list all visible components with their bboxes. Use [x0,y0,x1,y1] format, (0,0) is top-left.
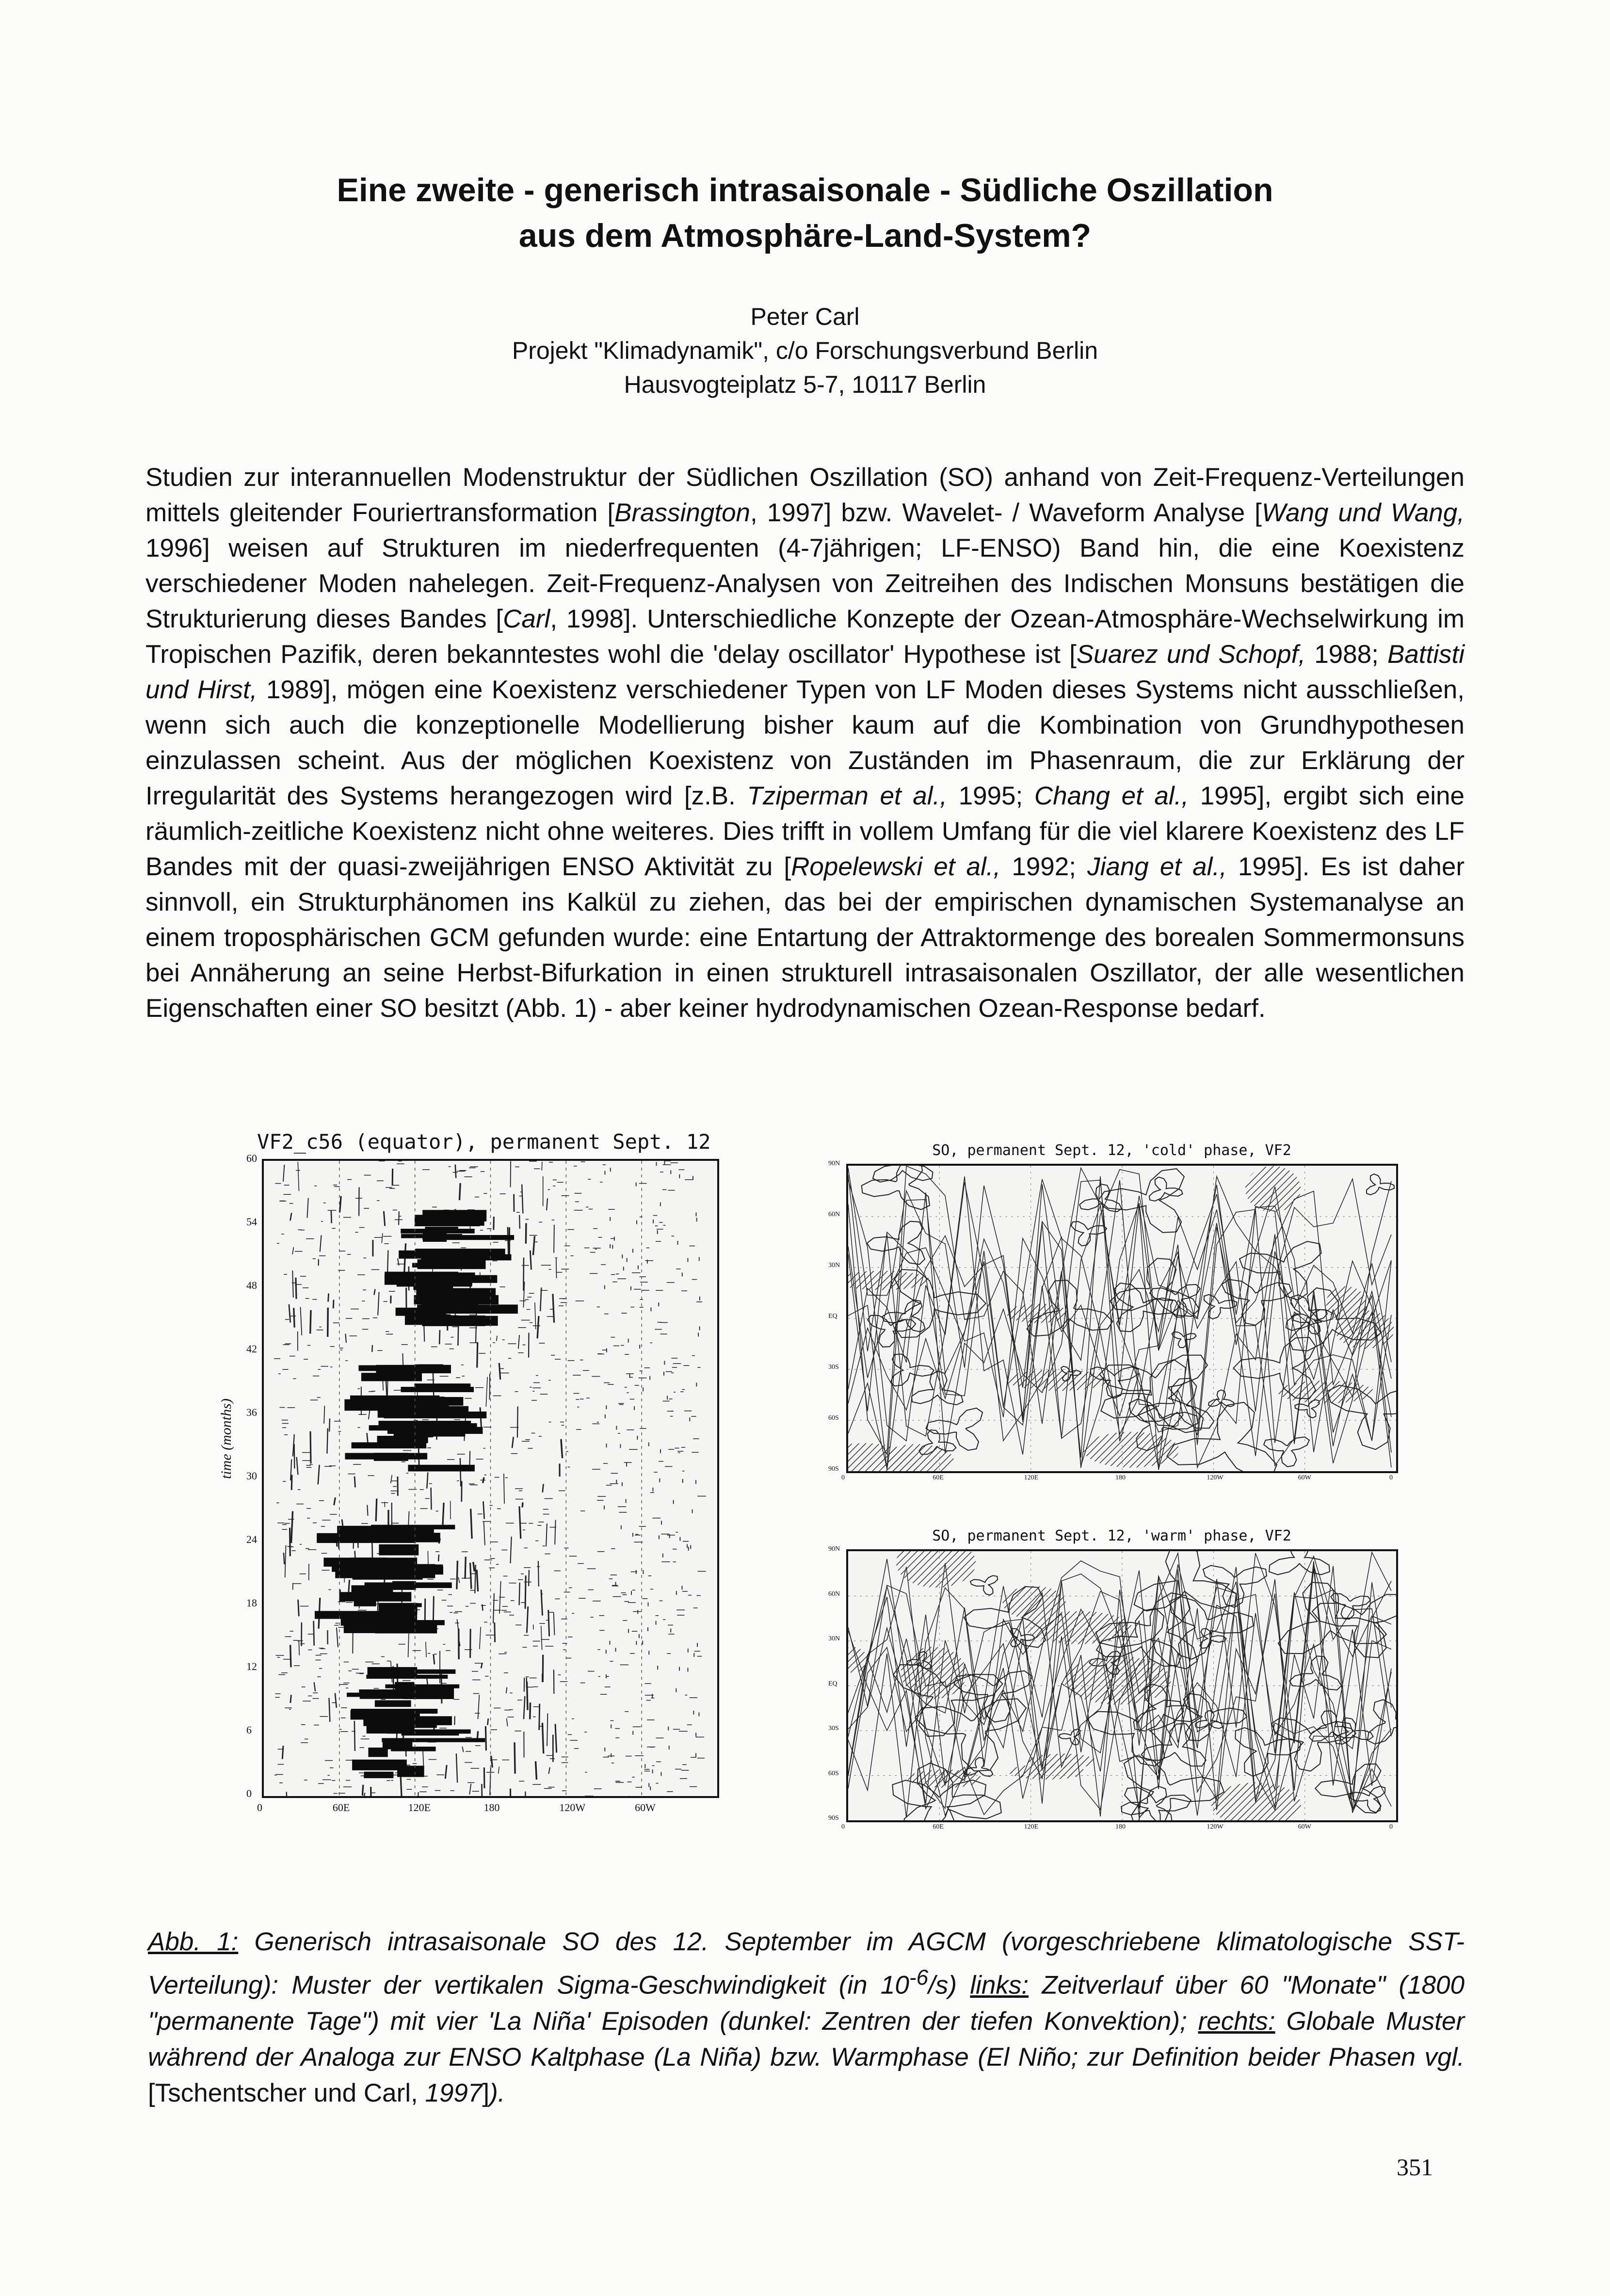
hov-convection-episodes [315,1210,518,1778]
abstract-segment: 1992; [1000,852,1088,881]
abstract-segment: 1996] weisen auf Strukturen im niederfrequenten (4-7jährigen; LF-ENSO) Band hin, die eine Koexistenz verschiedener Moden nahelegen. Zeit-Frequenz-Analysen von Zeitreihen des Indischen Monsuns bestätigen die Strukturierung dieses Bandes [ [145,534,1465,633]
caption-segment: [Tschentscher und Carl, [148,2078,425,2107]
map-lat-tick: 60S [828,1414,839,1422]
hov-ytick: 36 [246,1406,257,1418]
hov-ytick: 48 [246,1279,257,1291]
fig-left-panel [262,1159,719,1798]
map-lat-tick: 60N [828,1590,840,1598]
hov-ytick: 60 [246,1152,257,1164]
caption-segment: Globale Muster während der Analoga zur ENSO Kaltphase (La Niña) bzw. Warmphase (El Niño; zur Definition beider Phasen vgl. [148,2007,1465,2071]
hov-ytick: 42 [246,1343,257,1355]
hov-xtick: 180 [483,1801,500,1814]
map-lat-tick: 90S [828,1465,839,1473]
map-lat-tick: 90N [828,1160,840,1167]
paper-title [145,167,1465,258]
hov-xtick: 60W [635,1801,656,1814]
map-lon-tick: 60W [1298,1823,1311,1830]
caption-segment: Generisch intrasaisonale SO des 12. September im AGCM (vorgeschriebene klimatologische SST-Verteilung): Muster der vertikalen Sigma-Geschwindigkeit (in 10 [148,1927,1465,2000]
map-lon-tick: 60E [933,1474,944,1481]
abstract-segment: Battisti und Hirst, [145,640,1465,704]
figure-map-warm-phase [824,1527,1399,1843]
hov-ytick: 6 [246,1724,252,1736]
abstract-segment: Suarez und Schopf, [1076,640,1306,669]
hov-ytick: 54 [246,1216,257,1228]
caption-segment: Zeitverlauf über 60 "Monate" (1800 "permanente Tage") mit vier 'La Niña' Episoden (dunkel: Zentren der tiefen Konvektion); [148,1971,1465,2036]
hov-ytick: 18 [246,1597,257,1609]
abstract-segment: 1989], mögen eine Koexistenz verschiedener Typen von LF Moden dieses Systems nicht ausschließen, wenn sich auch die konzeptionelle Modellierung bisher kaum auf die Kombination von Grundhypothesen einzulassen scheint. Aus der möglichen Koexistenz von Zuständen im Phasenraum, die zur Erklärung der Irregularität des Systems herangezogen wird [z.B. [145,675,1465,810]
fig-left-title: VF2_c56 (equator), permanent Sept. 12 [257,1130,711,1154]
map-lat-tick: 90S [828,1814,839,1822]
caption-segment: ] [482,2078,490,2107]
map-lat-tick: 30S [828,1364,839,1371]
title-line-2: aus dem Atmosphäre-Land-System? [518,217,1092,254]
map-lat-tick: EQ [828,1680,837,1687]
hov-markers [604,1161,700,1796]
map-cold-title: SO, permanent Sept. 12, 'cold' phase, VF2 [932,1142,1291,1159]
caption-segment: 1997 [425,2078,483,2107]
caption-segment: ). [489,2078,505,2107]
abstract-segment: 1988; [1305,640,1387,669]
map-warm-panel [846,1549,1398,1822]
map-lat-tick: EQ [828,1313,837,1320]
abstract-segment: Chang et al., [1034,782,1189,810]
map-lon-tick: 120W [1207,1823,1224,1830]
abstract-segment: Jiang et al., [1087,852,1227,881]
map-lon-tick: 180 [1115,1474,1126,1481]
abstract-segment: 1995], ergibt sich eine räumlich-zeitliche Koexistenz nicht ohne weiteres. Dies trifft in vollem Umfang für die viel klarere Koexistenz des LF Bandes mit der quasi-zweijährigen ENSO Aktivität zu [ [145,782,1465,881]
caption-segment: /s) [928,1971,970,2000]
map-lat-tick: 30N [828,1635,840,1642]
hov-ytick: 12 [246,1660,257,1672]
map-lon-tick: 0 [841,1823,845,1830]
author-block [242,300,1368,401]
map-lat-tick: 90N [828,1545,840,1553]
hov-ytick: 24 [246,1533,257,1545]
map-warm-title: SO, permanent Sept. 12, 'warm' phase, VF2 [932,1527,1291,1544]
abstract-paragraph [145,460,1465,1026]
figure-time-longitude [218,1130,747,1843]
map-lon-tick: 0 [1389,1823,1393,1830]
author-name: Peter Carl [750,303,860,330]
map-lon-tick: 120W [1207,1474,1224,1481]
map-warm-plot [848,1551,1396,1820]
map-lon-tick: 0 [1389,1474,1393,1481]
hov-xtick: 60E [332,1801,350,1814]
abstract-segment: , 1998]. Unterschiedliche Konzepte der Ozean-Atmosphäre-Wechselwirkung im Tropischen Pazifik, deren bekanntestes wohl die 'delay oscillator' Hypothese ist [ [145,605,1465,669]
caption-segment: rechts: [1198,2007,1275,2036]
author-address: Hausvogteiplatz 5-7, 10117 Berlin [624,371,986,398]
map-lon-tick: 0 [841,1474,845,1481]
map-lon-tick: 60E [933,1823,944,1830]
abstract-segment: , 1997] bzw. Wavelet- / Waveform Analyse [ [750,498,1262,527]
map-lat-tick: 30S [828,1725,839,1732]
abstract-segment: Ropelewski et al., [791,852,1001,881]
fig-left-ylabel: time (months) [218,1398,234,1479]
abstract-segment: Wang und Wang, [1261,498,1465,527]
abstract-segment: 1995]. Es ist daher sinnvoll, ein Strukturphänomen ins Kalkül zu ziehen, das bei der empirischen dynamischen Systemanalyse an einem troposphärischen GCM gefunden wurde: eine Entartung der Attraktormenge des borealen Sommermonsuns bei Annäherung an seine Herbst-Bifurkation in einen strukturell intrasaisonalen Oszillator, der alle wesentlichen Eigenschaften einer SO besitzt (Abb. 1) - aber keiner hydrodynamischen Ozean-Response bedarf. [145,852,1465,1023]
hov-ytick: 0 [246,1787,252,1799]
map-lon-tick: 120E [1024,1474,1039,1481]
page-number: 351 [1397,2153,1433,2181]
map-lon-tick: 120E [1024,1823,1039,1830]
map-cold-plot [848,1166,1396,1471]
abstract-segment: Carl [503,605,550,633]
figure-caption [148,1924,1465,2111]
hovmoeller-svg [264,1161,717,1796]
map-lat-tick: 30N [828,1262,840,1269]
author-affiliation: Projekt "Klimadynamik", c/o Forschungsverbund Berlin [512,337,1098,364]
title-line-1: Eine zweite - generisch intrasaisonale - Südliche Oszillation [337,172,1273,209]
map-lat-tick: 60N [828,1211,840,1218]
hov-ytick: 30 [246,1470,257,1482]
hov-xtick: 120E [408,1801,431,1814]
map-cold-panel [846,1164,1398,1473]
map-lon-tick: 180 [1115,1823,1126,1830]
caption-segment: Abb. 1: [148,1927,239,1956]
hov-xtick: 120W [559,1801,586,1814]
abstract-segment: Studien zur interannuellen Modenstruktur der Südlichen Oszillation (SO) anhand von Zeit-Frequenz-Verteilungen mittels gleitender Fouriertransformation [ [145,463,1465,527]
abstract-segment: Tziperman et al., [747,782,947,810]
abstract-segment: Brassington [614,498,751,527]
caption-segment: links: [970,1971,1029,2000]
map-lon-tick: 60W [1298,1474,1311,1481]
hov-xtick: 0 [257,1801,262,1814]
abstract-segment: 1995; [947,782,1034,810]
figure-map-cold-phase [824,1142,1399,1501]
map-lat-tick: 60S [828,1769,839,1777]
caption-segment: -6 [909,1966,929,1990]
